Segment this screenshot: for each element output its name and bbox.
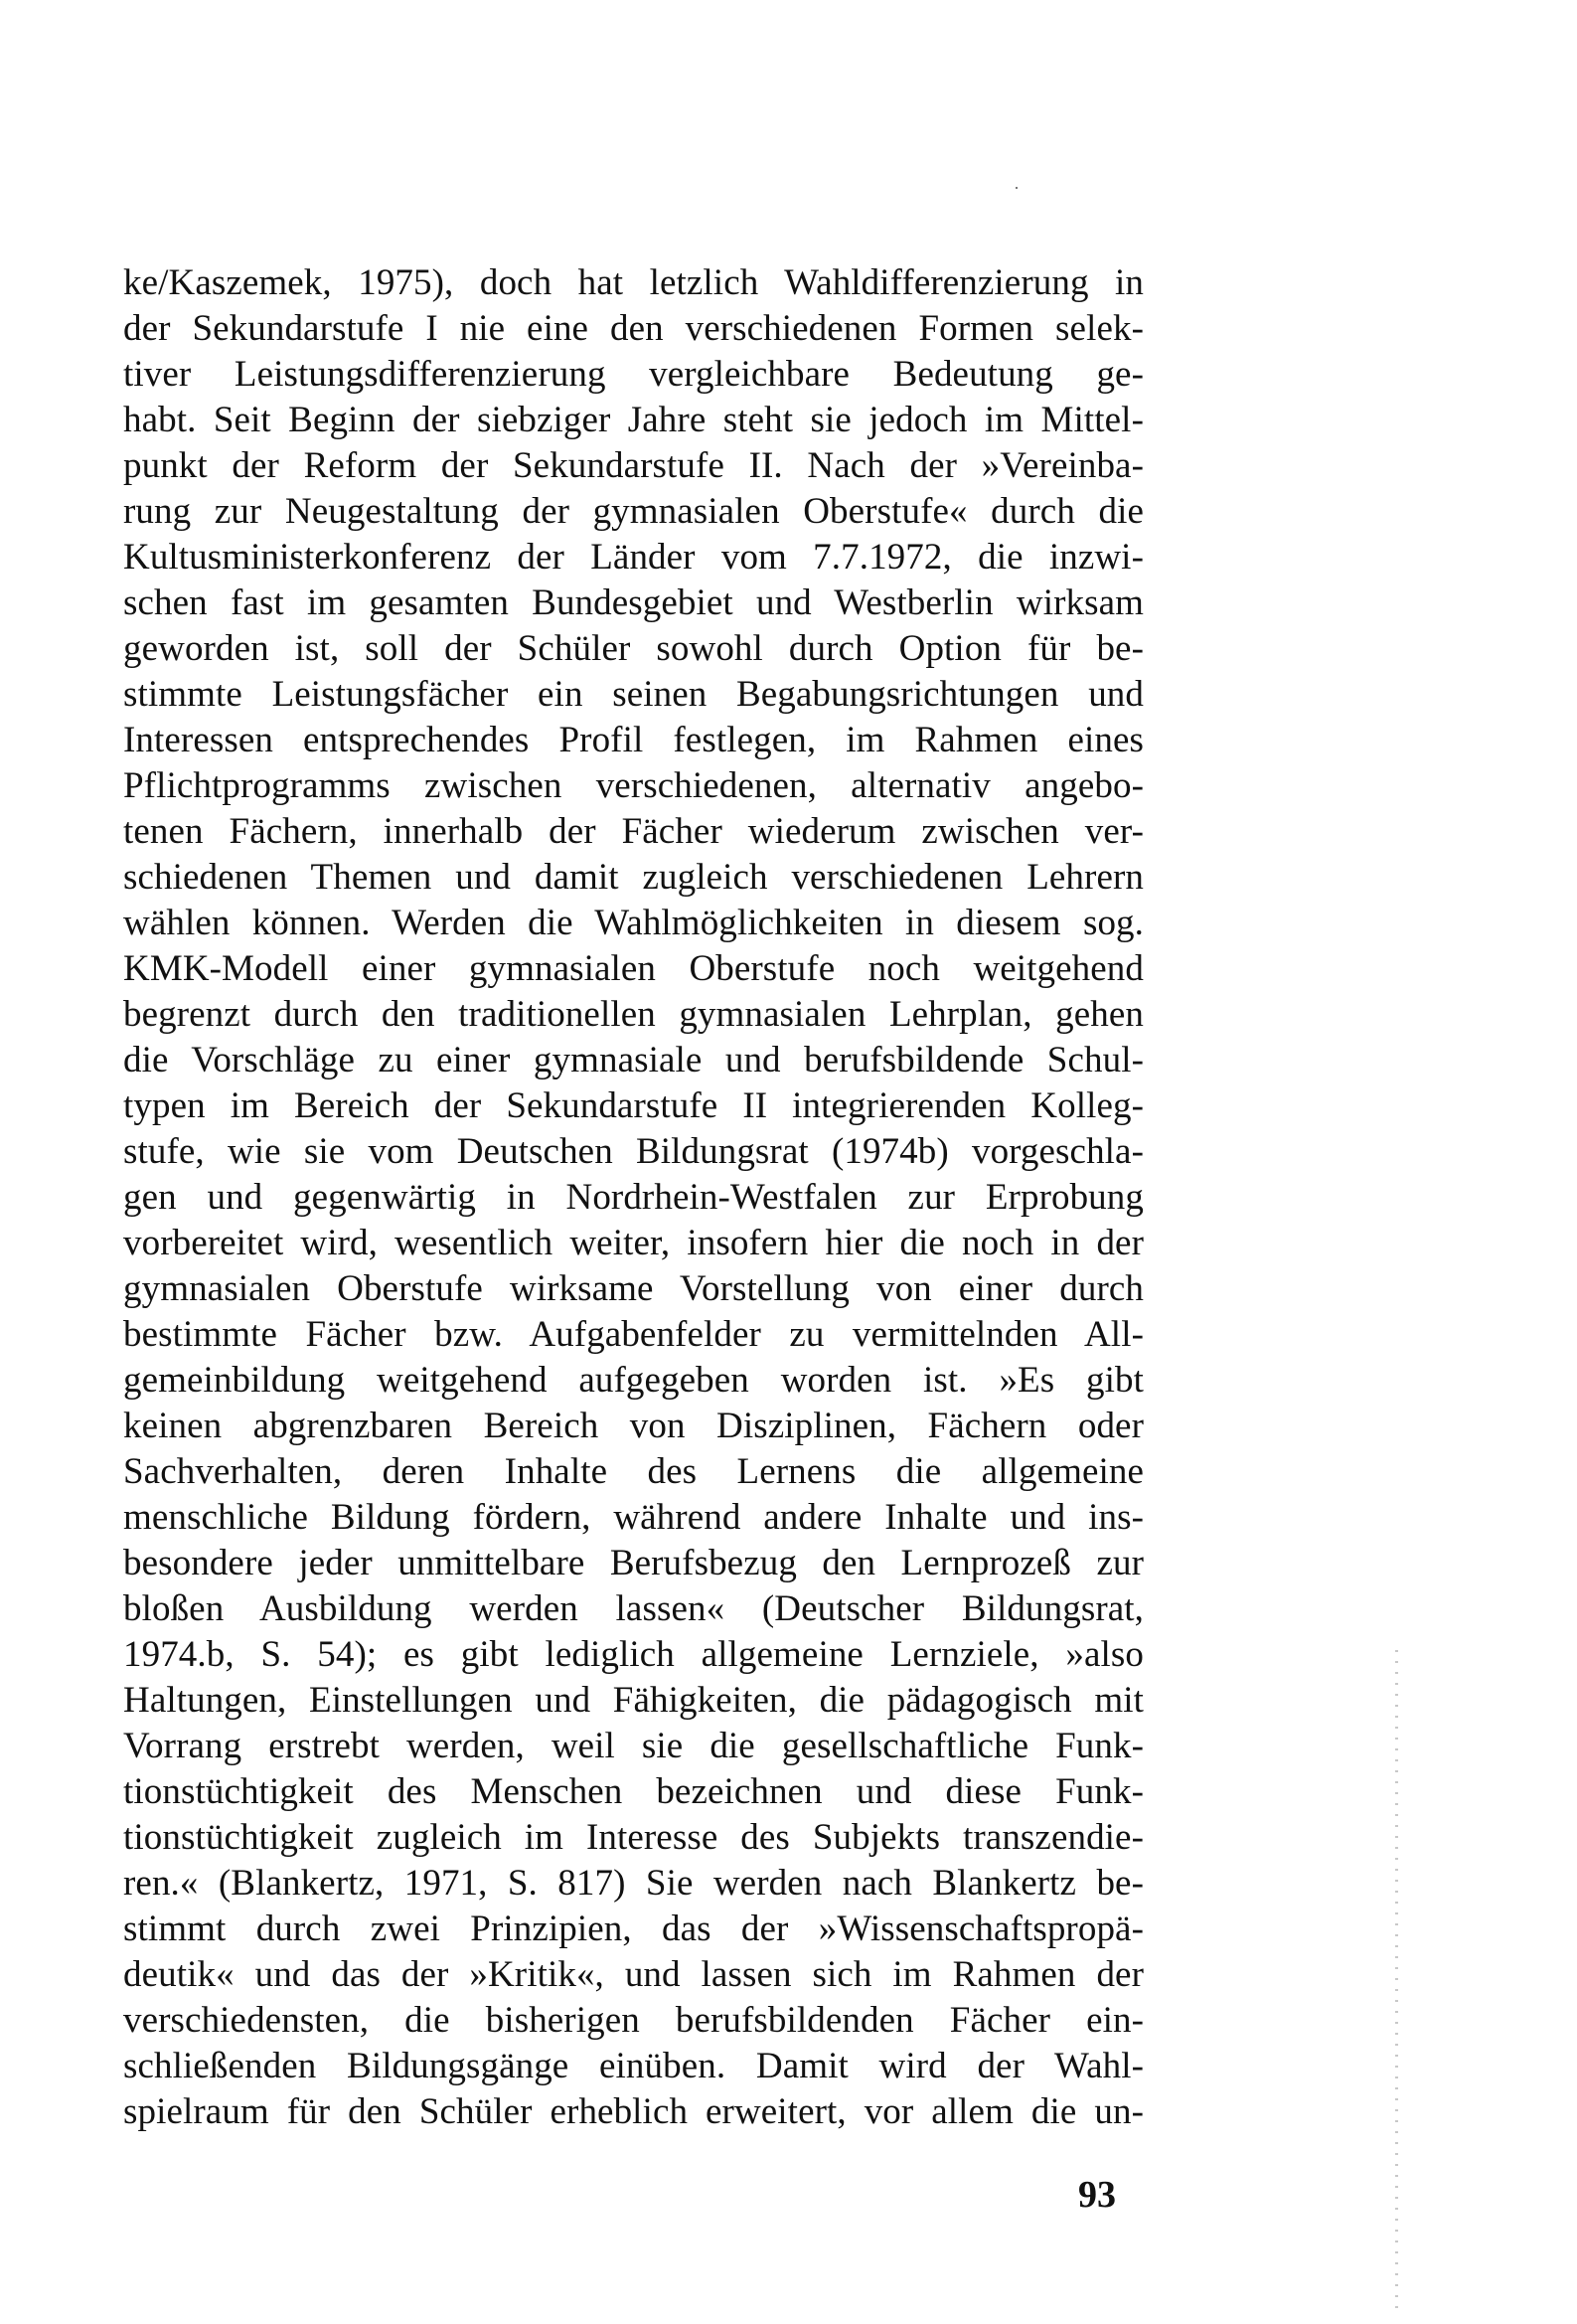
text-line: verschiedensten, die bisherigen berufsbildenden Fächer ein- <box>123 2000 1144 2041</box>
text-line: Haltungen, Einstellungen und Fähigkeiten, die pädagogisch mit <box>123 1680 1144 1721</box>
text-line: Interessen entsprechendes Profil festlegen, im Rahmen eines <box>123 720 1144 760</box>
text-line: Pflichtprogramms zwischen verschiedenen, alternativ angebo- <box>123 765 1144 806</box>
text-line: tiver Leistungsdifferenzierung vergleichbare Bedeutung ge- <box>123 354 1144 395</box>
text-line: ke/Kaszemek, 1975), doch hat letzlich Wahldifferenzierung in <box>123 262 1144 303</box>
text-line: bestimmte Fächer bzw. Aufgabenfelder zu vermittelnden All- <box>123 1314 1144 1355</box>
text-line: gymnasialen Oberstufe wirksame Vorstellung von einer durch <box>123 1268 1144 1309</box>
text-line: schiedenen Themen und damit zugleich verschiedenen Lehrern <box>123 857 1144 898</box>
text-line: schließenden Bildungsgänge einüben. Damit wird der Wahl- <box>123 2046 1144 2086</box>
text-line: ren.« (Blankertz, 1971, S. 817) Sie werden nach Blankertz be- <box>123 1863 1144 1904</box>
text-line: Kultusministerkonferenz der Länder vom 7.7.1972, die inzwi- <box>123 537 1144 578</box>
text-line: Sachverhalten, deren Inhalte des Lernens die allgemeine <box>123 1451 1144 1492</box>
text-line: punkt der Reform der Sekundarstufe II. Nach der »Vereinba- <box>123 445 1144 486</box>
text-line: schen fast im gesamten Bundesgebiet und Westberlin wirksam <box>123 582 1144 623</box>
text-line: rung zur Neugestaltung der gymnasialen Oberstufe« durch die <box>123 491 1144 532</box>
text-line: besondere jeder unmittelbare Berufsbezug den Lernprozeß zur <box>123 1543 1144 1583</box>
text-line: menschliche Bildung fördern, während andere Inhalte und ins- <box>123 1497 1144 1538</box>
text-line: typen im Bereich der Sekundarstufe II integrierenden Kolleg- <box>123 1085 1144 1126</box>
text-line: 1974.b, S. 54); es gibt lediglich allgemeine Lernziele, »also <box>123 1634 1144 1675</box>
text-line: die Vorschläge zu einer gymnasiale und berufsbildende Schul- <box>123 1040 1144 1080</box>
text-line: Vorrang erstrebt werden, weil sie die gesellschaftliche Funk- <box>123 1726 1144 1766</box>
text-line: deutik« und das der »Kritik«, und lassen sich im Rahmen der <box>123 1954 1144 1995</box>
scan-speck <box>1016 187 1018 189</box>
text-line: gemeinbildung weitgehend aufgegeben worden ist. »Es gibt <box>123 1360 1144 1401</box>
page-number: 93 <box>1078 2174 1116 2216</box>
text-line: spielraum für den Schüler erheblich erweitert, vor allem die un- <box>123 2091 1144 2132</box>
text-line: geworden ist, soll der Schüler sowohl durch Option für be- <box>123 628 1144 669</box>
text-line: keinen abgrenzbaren Bereich von Disziplinen, Fächern oder <box>123 1406 1144 1446</box>
text-line: begrenzt durch den traditionellen gymnasialen Lehrplan, gehen <box>123 994 1144 1035</box>
text-line: tionstüchtigkeit zugleich im Interesse des Subjekts transzendie- <box>123 1817 1144 1858</box>
text-line: wählen können. Werden die Wahlmöglichkeiten in diesem sog. <box>123 903 1144 943</box>
text-line: vorbereitet wird, wesentlich weiter, insofern hier die noch in der <box>123 1223 1144 1263</box>
text-line: tionstüchtigkeit des Menschen bezeichnen und diese Funk- <box>123 1771 1144 1812</box>
text-line: habt. Seit Beginn der siebziger Jahre steht sie jedoch im Mittel- <box>123 400 1144 440</box>
text-line: tenen Fächern, innerhalb der Fächer wiederum zwischen ver- <box>123 811 1144 852</box>
text-line: stufe, wie sie vom Deutschen Bildungsrat (1974b) vorgeschla- <box>123 1131 1144 1172</box>
text-line: stimmt durch zwei Prinzipien, das der »Wissenschaftspropä- <box>123 1909 1144 1949</box>
scan-edge-noise <box>1395 1650 1398 2316</box>
body-text <box>123 260 1144 2135</box>
text-line: stimmte Leistungsfächer ein seinen Begabungsrichtungen und <box>123 674 1144 715</box>
text-line: bloßen Ausbildung werden lassen« (Deutscher Bildungsrat, <box>123 1588 1144 1629</box>
text-line: KMK-Modell einer gymnasialen Oberstufe noch weitgehend <box>123 948 1144 989</box>
text-line: gen und gegenwärtig in Nordrhein-Westfalen zur Erprobung <box>123 1177 1144 1218</box>
text-line: der Sekundarstufe I nie eine den verschiedenen Formen selek- <box>123 308 1144 349</box>
